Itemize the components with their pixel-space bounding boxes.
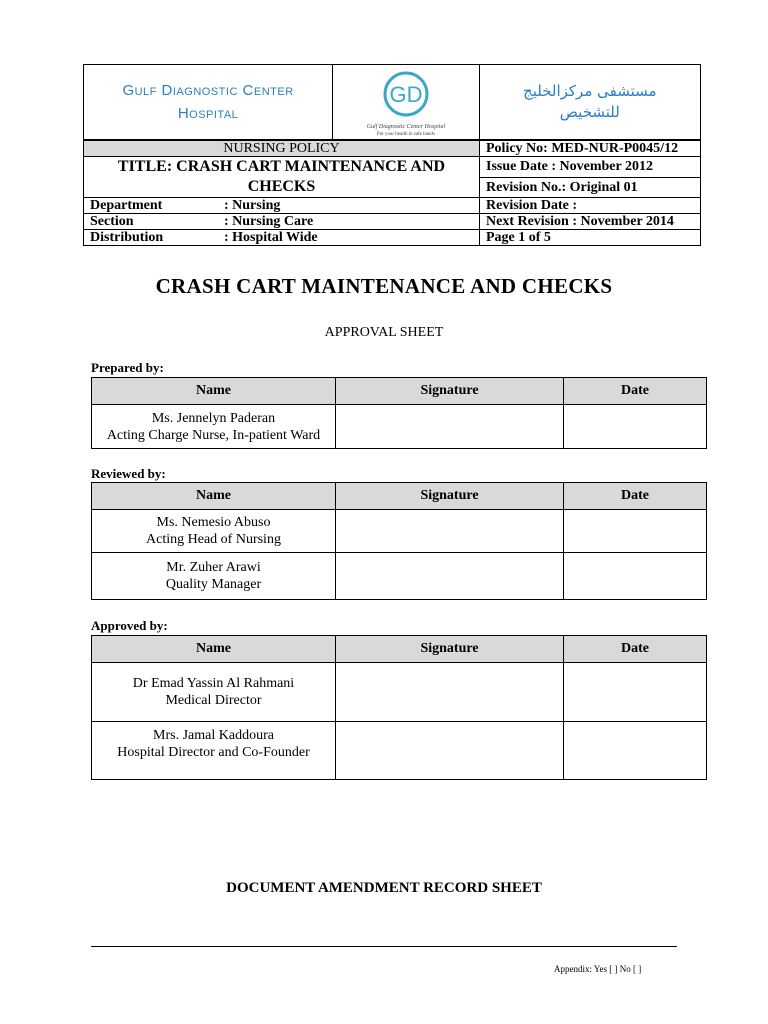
signatory-name: Mr. Zuher Arawi: [166, 560, 261, 575]
org-name-cell: [84, 65, 333, 140]
date-field[interactable]: [564, 510, 707, 553]
table-row: [92, 405, 707, 449]
date-field[interactable]: [564, 553, 707, 600]
reviewed-by-label: Reviewed by:: [91, 466, 166, 481]
org-name-line1: Gulf Diagnostic Center: [122, 82, 294, 99]
logo-icon: [356, 70, 456, 118]
col-signature: Signature: [336, 483, 564, 510]
table-row: [92, 663, 707, 722]
logo-cell: [333, 65, 480, 140]
signatory-role: Acting Head of Nursing: [146, 532, 281, 547]
policy-type: NURSING POLICY: [84, 141, 480, 157]
col-date: Date: [564, 378, 707, 405]
reviewed-by-table: [91, 482, 707, 600]
appendix-checkboxes: Appendix: Yes [ ] No [ ]: [554, 964, 642, 974]
col-name: Name: [92, 636, 336, 663]
page-number: Page 1 of 5: [480, 230, 701, 246]
signatory-cell: [92, 553, 336, 600]
date-field[interactable]: [564, 663, 707, 722]
approved-by-label: Approved by:: [91, 618, 168, 633]
prepared-by-table: [91, 377, 707, 449]
signatory-role: Quality Manager: [165, 577, 262, 592]
signatory-role: Hospital Director and Co-Founder: [117, 745, 310, 760]
col-date: Date: [564, 483, 707, 510]
arabic-name-line1: مستشفى مركزالخليج: [523, 82, 657, 100]
header-top-table: [83, 64, 701, 140]
document-title: CRASH CART MAINTENANCE AND CHECKS: [155, 274, 613, 298]
signatory-role: Acting Charge Nurse, In-patient Ward: [106, 427, 321, 443]
section-value: : Nursing Care: [218, 214, 480, 230]
signature-field[interactable]: [336, 510, 564, 553]
signatory-cell: [92, 722, 336, 780]
distribution-value: : Hospital Wide: [218, 230, 480, 246]
col-signature: Signature: [336, 636, 564, 663]
revision-date: Revision Date :: [480, 198, 701, 214]
signatory-name: Ms. Jennelyn Paderan: [151, 410, 276, 426]
signatory-cell: [92, 405, 336, 449]
logo-caption: Gulf Diagnostic Center Hospital: [366, 124, 446, 130]
amendment-record-heading: DOCUMENT AMENDMENT RECORD SHEET: [226, 880, 542, 896]
signature-field[interactable]: [336, 663, 564, 722]
signatory-name: Dr Emad Yassin Al Rahmani: [132, 676, 295, 691]
signature-field[interactable]: [336, 405, 564, 449]
policy-title: TITLE: CRASH CART MAINTENANCE AND CHECKS: [84, 157, 480, 198]
logo-tagline: Put your health in safe hands: [376, 132, 435, 137]
signatory-role: Medical Director: [165, 693, 262, 708]
header-info-table: [83, 140, 701, 246]
approval-sheet-heading: APPROVAL SHEET: [324, 325, 444, 340]
svg-text:GD: GD: [389, 82, 423, 107]
table-row: [92, 510, 707, 553]
issue-date: Issue Date : November 2012: [480, 157, 701, 178]
signatory-name: Ms. Nemesio Abuso: [156, 515, 271, 530]
date-field[interactable]: [564, 722, 707, 780]
hospital-logo: [333, 67, 479, 137]
signature-field[interactable]: [336, 553, 564, 600]
next-revision: Next Revision : November 2014: [480, 214, 701, 230]
arabic-name-cell: [479, 65, 700, 140]
prepared-by-label: Prepared by:: [91, 360, 164, 375]
arabic-name-line2: للتشخيص: [559, 103, 620, 121]
table-row: [92, 722, 707, 780]
signatory-cell: [92, 663, 336, 722]
signatory-cell: [92, 510, 336, 553]
department-value: : Nursing: [218, 198, 480, 214]
col-signature: Signature: [336, 378, 564, 405]
signature-field[interactable]: [336, 722, 564, 780]
policy-number: Policy No: MED-NUR-P0045/12: [480, 141, 701, 157]
divider-line: [91, 946, 677, 947]
table-row: [92, 553, 707, 600]
col-date: Date: [564, 636, 707, 663]
signatory-name: Mrs. Jamal Kaddoura: [153, 728, 274, 743]
distribution-label: Distribution: [84, 230, 219, 246]
col-name: Name: [92, 483, 336, 510]
col-name: Name: [92, 378, 336, 405]
section-label: Section: [84, 214, 219, 230]
department-label: Department: [84, 198, 219, 214]
org-name-line2: Hospital: [177, 105, 239, 122]
date-field[interactable]: [564, 405, 707, 449]
approved-by-table: [91, 635, 707, 780]
revision-number: Revision No.: Original 01: [480, 177, 701, 198]
